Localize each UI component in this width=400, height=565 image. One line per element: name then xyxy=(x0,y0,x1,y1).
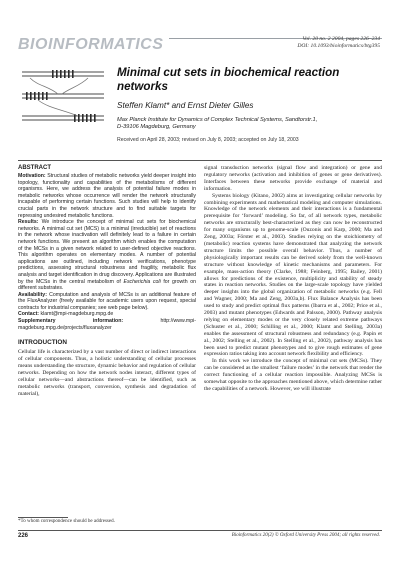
affiliation-line-2: D-39106 Magdeburg, Germany xyxy=(117,124,196,131)
right-paragraph-1: signal transduction networks (signal flow and integration) or gene and regulatory networks (activation and inhibition of genes or gene derivatives). Interfaces between these networks provide exchange of material and information. xyxy=(204,165,382,192)
article-title: Minimal cut sets in biochemical reaction networks xyxy=(117,66,340,93)
abstract-heading: ABSTRACT xyxy=(18,165,51,171)
motivation-text: Structural studies of metabolic networks yield deeper insight into topology, functionality and capabilities of the metabolisms of different organisms. Here, we address the analysis of potential failure modes in metabolic networks whose occurrence will render the network structurally incapable of performing certain functions. Such studies will help to identify crucial parts in the network structure and to find suitable targets for repressing undesired metabolic functions. xyxy=(18,173,196,219)
footnote: *To whom correspondence should be addressed. xyxy=(18,519,115,524)
results-organism: Escherichia coli xyxy=(123,278,161,285)
results-label: Results: xyxy=(18,219,39,226)
contact-label: Contact: xyxy=(18,311,40,318)
article-authors: Steffen Klamt* and Ernst Dieter Gilles xyxy=(117,101,254,110)
copyright-notice: Bioinformatics 20(2) © Oxford University Press 2004; all rights reserved. xyxy=(231,533,380,538)
left-column xyxy=(18,165,196,398)
abstract-supplementary xyxy=(18,318,196,331)
supplementary-label: Supplementary information: xyxy=(18,318,124,325)
availability-text: Computation and analysis of MCSs is an additional feature of the FluxAnalyzer (freely available for academic users upon request, special contracts for industrial companies; see web page below). xyxy=(18,291,196,311)
abstract-motivation xyxy=(18,173,196,219)
affiliation-line-1: Max Planck Institute for Dynamics of Complex Technical Systems, Sandtorstr.1, xyxy=(117,117,318,123)
introduction-heading: INTRODUCTION xyxy=(18,339,67,347)
doi-line: DOI: 10.1093/bioinformatics/btg395 xyxy=(297,43,380,49)
abstract-results xyxy=(18,219,196,292)
article-header xyxy=(117,66,378,143)
affiliation xyxy=(117,117,378,131)
contact-email[interactable]: klamt@mpi-magdeburg.mpg.de xyxy=(40,311,114,318)
footer-rule xyxy=(18,530,382,531)
supplementary-url[interactable]: http://www.mpi-magdeburg.mpg.de/projects/fluxanalyzer xyxy=(18,318,196,331)
abstract-contact xyxy=(18,311,196,318)
abstract-availability xyxy=(18,292,196,312)
right-paragraph-2: Systems biology (Kitano, 2002) aims at investigating cellular networks by combining experiments and mathematical modeling and computer simulations. Knowledge of the network elements and their interactions is a fundamental prerequisite for ‘forward’ modeling. So far, of all network types, metabolic networks are structurally best-characterized as they can now be reconstructed for many organisms up to genome-scale (Ouzonis and Karp, 2000; Ma and Zeng, 2003a; Förster et al., 2003). Studies relying on the stoichiometry of (metabolic) reaction systems have demonstrated that analyzing the network structure limits the possible overall behavior. Thus, a number of physiologically important results can be derived solely from the well-known structure without knowledge of kinetic mechanisms and parameters. For example, mass-action theory (Clarke, 1988; Feinberg, 1995; Bailey, 2001) allows for predictions of the existence, multiplicity and stability of steady states in reaction networks. Studies on the large-scale topology have yielded deeper insights into the global organization of metabolic networks (e.g. Fell and Wagner, 2000; Ma and Zeng, 2003a,b). Flux Balance Analysis has been used to study and predict optimal flux patterns (Ibarra et al., 2002; Price et al., 2003) and mutant phenotypes (Edwards and Palsson, 2000). Pathway analysis relying on elementary modes or the very closely related extreme pathways (Schuster et al., 2000; Schilling et al., 2000; Klamt and Stelling, 2003a) enables the assessment of structural robustness and redundancy (e.g. Papin et al., 2002; Stelling et al., 2002). In Stelling et al., 2002), pathway analysis has been used to predict mutant phenotypes and to give rough estimates of gene expression ratios taking into account network flexibility and efficiency. xyxy=(204,192,382,358)
right-paragraph-3: In this work we introduce the concept of minimal cut sets (MCSs). They can be considered as the smallest ‘failure modes’ in the network that render the correct functioning of a cellular reaction impossible. Analyzing MCSs is somewhat opposite to the approaches mentioned above, which determine rather the capabilities of a network. However, we will illustrate xyxy=(204,358,383,392)
availability-label: Availability: xyxy=(18,291,47,298)
received-dates: Received on April 28, 2003; revised on July 8, 2003; accepted on July 18, 2003 xyxy=(117,137,299,144)
results-text-2: for growth on different substrates. xyxy=(18,278,197,292)
volume-info xyxy=(297,36,380,50)
motivation-label: Motivation: xyxy=(18,173,46,179)
right-column xyxy=(204,165,382,393)
journal-name: BIOINFORMATICS xyxy=(18,36,169,54)
volume-line: Vol. 20 no. 2 2004, pages 226–234 xyxy=(302,36,380,42)
page-number: 226 xyxy=(18,533,29,539)
introduction-paragraph: Cellular life is characterized by a vast number of direct or indirect interactions of cellular components. Thus, a holistic understanding of cellular processes means understanding the structure, dynamic behavior and regulation of cellular networks. Depending on how the network nodes interact, different types of cellular networks—and abstractions thereof—can be identified, such as metabolic networks (transport, conversion, synthesis and degradation of material), xyxy=(18,349,196,397)
journal-logo xyxy=(18,66,108,128)
header-divider xyxy=(18,160,382,161)
footnote-rule xyxy=(18,517,68,518)
results-text-1: We introduce the concept of minimal cut sets for biochemical networks. A minimal cut set (MCS) is a minimal (irreducible) set of reactions in the network whose inactivation will definitely lead to a failure in certain network functions. We present an algorithm which enables the computation of the MCSs in a given network related to user-defined objective reactions. This algorithm operates on elementary modes. A number of potential applications are outlined, including network verifications, phenotype predictions, assessing structural robustness and fragility, metabolic flux analysis and target identification in drug discovery. Applications are illustrated by the MCSs in the central metabolism of xyxy=(18,219,196,285)
